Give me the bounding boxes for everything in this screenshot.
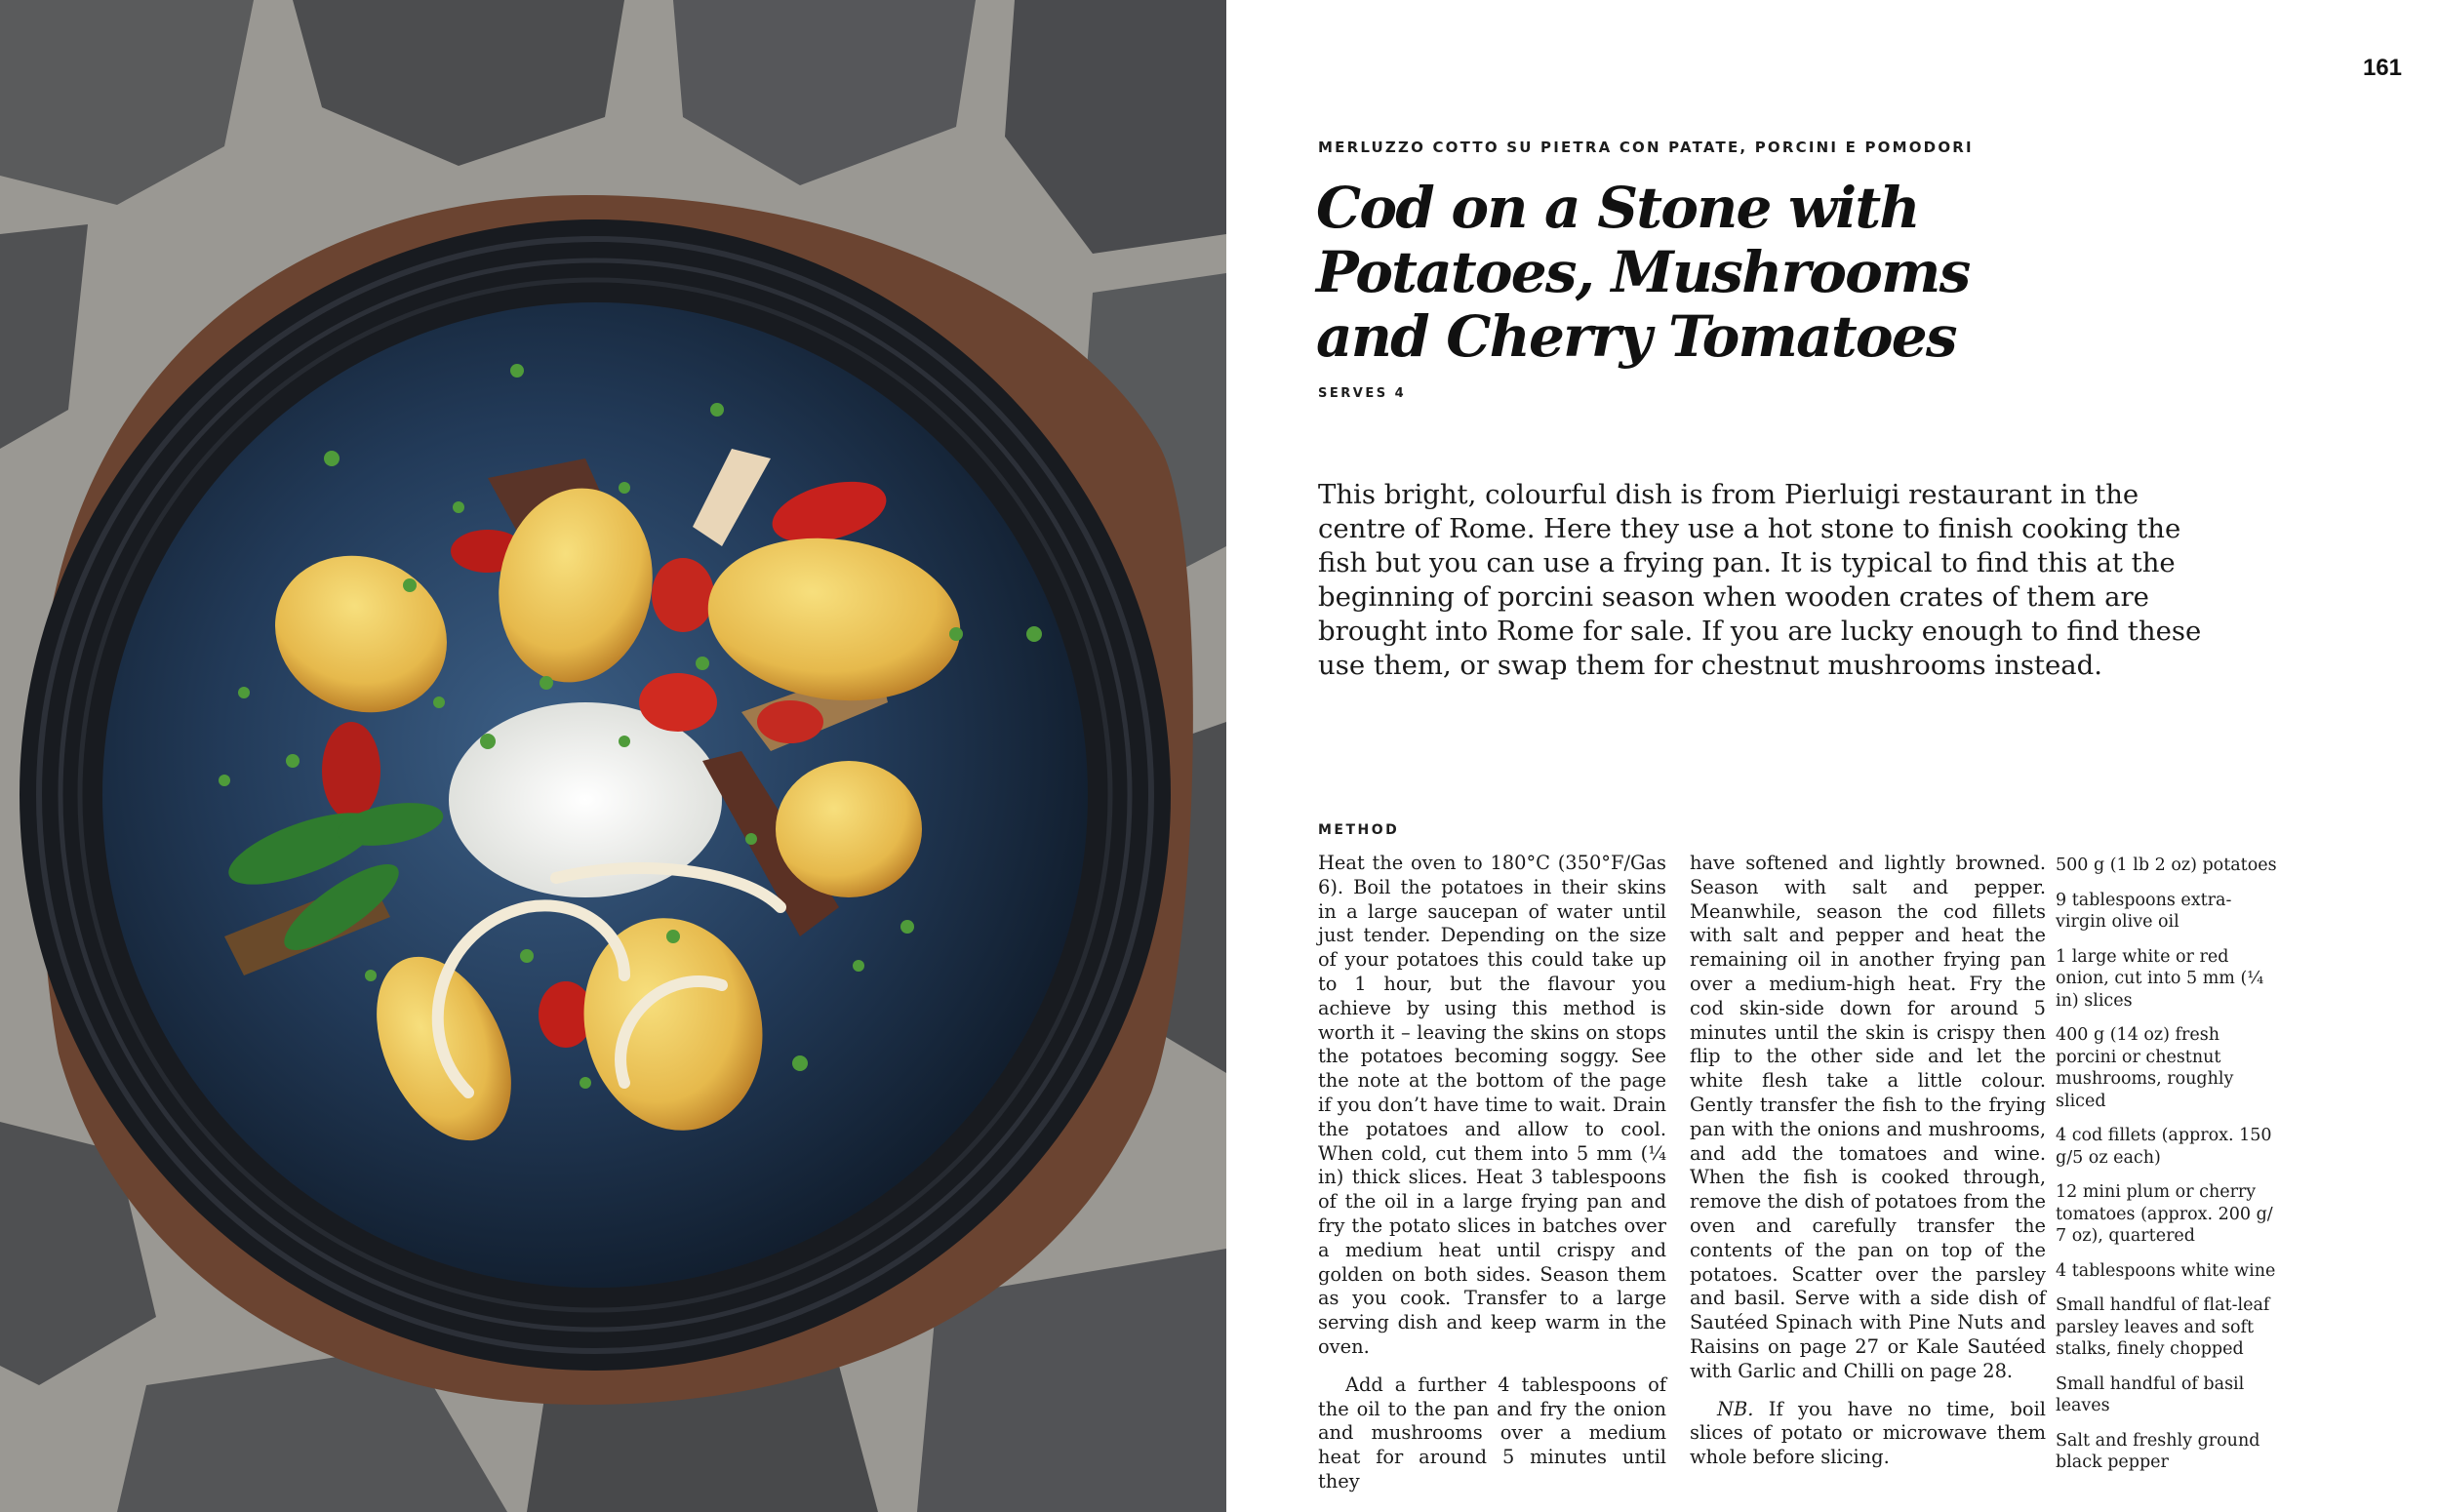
- ingredient-item: Salt and freshly ground black pepper: [2056, 1430, 2260, 1472]
- recipe-intro: This bright, colourful dish is from Pierluigi restaurant in the centre of Rome. Here they use a hot stone to finish cooking the fish but you can use a frying pan. It is typical to find this at the beginning of porcini season when wooden crates of them are brought into Rome for sale. If you are lucky enough to find these use them, or swap them for chestnut mushrooms instead.: [1318, 479, 2202, 681]
- ingredient-item: Small handful of flat-leaf parsley leaves and soft stalks, finely chopped: [2056, 1295, 2270, 1359]
- method-note: [1690, 1398, 2046, 1470]
- ingredient-item: 500 g (1 lb 2 oz) potatoes: [2056, 855, 2277, 875]
- note-label: NB.: [1717, 1397, 1754, 1420]
- ingredient-item: 12 mini plum or cherry tomatoes (approx. 200 g/ 7 oz), quartered: [2056, 1182, 2273, 1246]
- italian-title: MERLUZZO COTTO SU PIETRA CON PATATE, PORCINI E POMODORI: [1318, 139, 1974, 156]
- recipe-page: [1226, 0, 2439, 1512]
- method-heading: METHOD: [1318, 822, 1400, 838]
- method-paragraph: Add a further 4 tablespoons of the oil to the pan and fry the onion and mushrooms over a medium heat for around 5 minutes until they: [1318, 1373, 1666, 1492]
- ingredient-item: 400 g (14 oz) fresh porcini or chestnut mushrooms, roughly sliced: [2056, 1025, 2234, 1111]
- page-number: 161: [2362, 55, 2402, 81]
- note-text: If you have no time, boil slices of potato or microwave them whole before slicing.: [1690, 1397, 2046, 1469]
- recipe-title: Cod on a Stone with Potatoes, Mushrooms and Cherry Tomatoes: [1316, 175, 1970, 370]
- ingredient-item: Small handful of basil leaves: [2056, 1373, 2245, 1415]
- method-column-2: [1690, 852, 2046, 1470]
- ingredient-item: 9 tablespoons extra-virgin olive oil: [2056, 890, 2232, 932]
- ingredient-item: 1 large white or red onion, cut into 5 mm (¼ in) slices: [2056, 946, 2264, 1011]
- method-paragraph: have softened and lightly browned. Season with salt and pepper. Meanwhile, season the cod fillets with salt and pepper and heat the remaining oil in another frying pan over a medium-high heat. Fry the cod skin-side down for around 5 minutes until the skin is crispy then flip to the other side and let the white flesh take a little colour. Gently transfer the fish to the frying pan with the onions and mushrooms, and add the tomatoes and wine. When the fish is cooked through, remove the dish of potatoes from the oven and carefully transfer the contents of the pan on top of the potatoes. Scatter over the parsley and basil. Serve with a side dish of Sautéed Spinach with Pine Nuts and Raisins on page 27 or Kale Sautéed with Garlic and Chilli on page 28.: [1690, 852, 2046, 1382]
- ingredients-list: [2056, 855, 2280, 1487]
- ingredient-item: 4 tablespoons white wine: [2056, 1260, 2276, 1281]
- method-column-1: [1318, 852, 1666, 1494]
- ingredient-item: 4 cod fillets (approx. 150 g/5 oz each): [2056, 1126, 2272, 1168]
- method-paragraph: Heat the oven to 180°C (350°F/Gas 6). Boil the potatoes in their skins in a large saucepan of water until just tender. Depending on the size of your potatoes this could take up to 1 hour, but the flavour you achieve by using this method is worth it – leaving the skins on stops the potatoes becoming soggy. See the note at the bottom of the page if you don’t have time to wait. Drain the potatoes and allow to cool. When cold, cut them into 5 mm (¼ in) thick slices. Heat 3 tablespoons of the oil in a large frying pan and fry the potato slices in batches over a medium heat until crispy and golden on both sides. Season them as you cook. Transfer to a large serving dish and keep warm in the oven.: [1318, 852, 1666, 1358]
- serves-label: SERVES 4: [1318, 386, 1407, 401]
